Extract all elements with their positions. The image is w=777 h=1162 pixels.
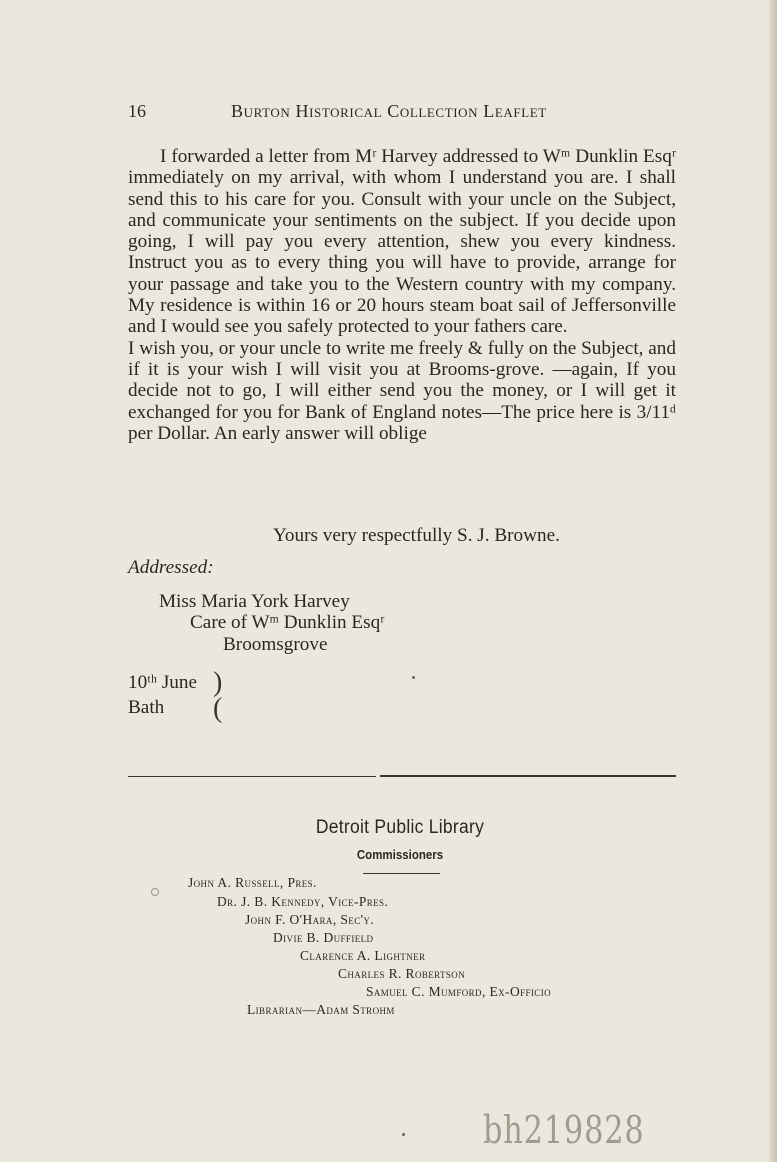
librarian-line: Librarian—Adam Strohm <box>247 1002 395 1017</box>
address-line-1: Miss Maria York Harvey <box>159 591 350 612</box>
paper-speck <box>151 888 159 896</box>
letter-paragraph-2: I wish you, or your uncle to write me freely & fully on the Subject, and if it is your wish I will visit you at Brooms-grove. —again, If you decide not to go, I will either send you the money, or I will get it exchanged for you for Bank of England notes—The price here is 3/11ᵈ per Dollar. An early answer will oblige <box>128 337 676 444</box>
commissioner-line: Clarence A. Lightner <box>300 948 426 963</box>
address-line-2: Care of Wᵐ Dunklin Esqʳ <box>190 612 385 633</box>
commissioner-line: Divie B. Duffield <box>273 930 374 945</box>
letter-body <box>128 146 676 444</box>
commissioner-line: Samuel C. Mumford, Ex-Officio <box>366 984 551 999</box>
letter-signature: Yours very respectfully S. J. Browne. <box>273 525 560 546</box>
commissioner-line: Charles R. Robertson <box>338 966 466 981</box>
paper-speck <box>402 1133 405 1136</box>
divider-rule-left <box>128 776 376 777</box>
page-number: 16 <box>128 101 146 121</box>
letter-paragraph-1: I forwarded a letter from Mʳ Harvey addressed to Wᵐ Dunklin Esqʳ immediately on my arrival, with whom I understand you are. I shall send this to his care for you. Consult with your uncle on the Subject, and communicate your sentiments on the subject. If you decide upon going, I will pay you every attention, shew you every kindness. Instruct you as to every thing you will have to provide, arrange for your passage and take you to the Western country with my company. My residence is within 16 or 20 hours steam boat sail of Jeffersonville and I would see you safely protected to your fathers care. <box>128 146 676 338</box>
brace-mark: ) ( <box>213 667 223 724</box>
subtitle-rule <box>363 873 440 874</box>
page-edge <box>769 0 777 1162</box>
address-line-3: Broomsgrove <box>223 634 328 655</box>
paper-speck <box>412 676 415 679</box>
addressed-label: Addressed: <box>128 557 214 578</box>
commissioner-line: John A. Russell, Pres. <box>188 875 317 890</box>
handwritten-catalog-number: bh219828 <box>483 1108 645 1152</box>
dateline-date: 10ᵗʰ June <box>128 672 197 693</box>
dateline-place: Bath <box>128 697 165 718</box>
commissioner-line: John F. O'Hara, Sec'y. <box>245 912 375 927</box>
commissioner-line: Dr. J. B. Kennedy, Vice-Pres. <box>217 894 389 909</box>
library-subtitle: Commissioners <box>356 848 444 862</box>
running-title: Burton Historical Collection Leaflet <box>231 101 547 121</box>
library-name: Detroit Public Library <box>315 817 485 838</box>
page-header <box>128 101 648 125</box>
divider-rule-right <box>380 775 676 777</box>
